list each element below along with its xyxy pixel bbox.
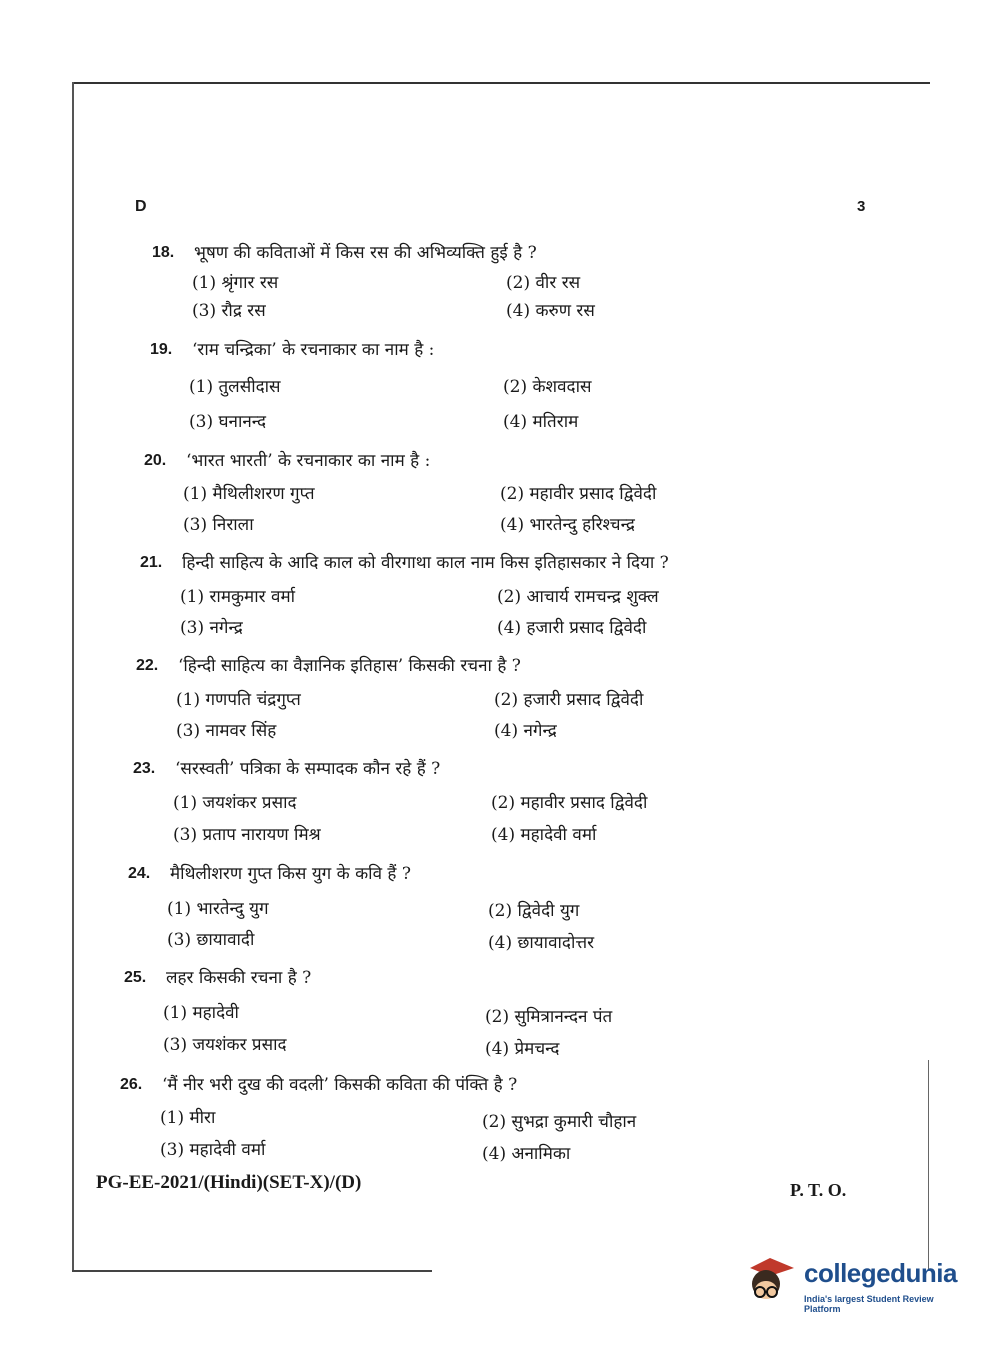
question-number: 24. — [128, 865, 151, 882]
question-text: ‘हिन्दी साहित्य का वैज्ञानिक इतिहास’ किसकी रचना है ? — [178, 656, 521, 676]
question-number: 25. — [124, 969, 147, 986]
watermark-tagline: India's largest Student Review Platform — [804, 1294, 934, 1314]
option-2: (2) द्विवेदी युग — [488, 901, 580, 921]
page-border-left — [72, 82, 74, 1272]
option-3: (3) नगेन्द्र — [180, 618, 243, 638]
question-text: भूषण की कविताओं में किस रस की अभिव्यक्ति हुई है ? — [194, 243, 537, 263]
option-1: (1) गणपति चंद्रगुप्त — [176, 690, 301, 710]
option-1: (1) महादेवी — [163, 1003, 239, 1023]
option-4: (4) नगेन्द्र — [494, 721, 557, 741]
watermark-name: collegedunia — [804, 1258, 957, 1288]
option-3: (3) प्रताप नारायण मिश्र — [173, 825, 321, 845]
question-number: 20. — [144, 452, 167, 469]
page-border-right — [928, 1060, 929, 1270]
option-4: (4) भारतेन्दु हरिश्चन्द्र — [500, 515, 635, 535]
option-1: (1) रामकुमार वर्मा — [180, 587, 296, 607]
mascot-icon — [740, 1250, 800, 1310]
option-2: (2) वीर रस — [506, 273, 581, 293]
option-2: (2) महावीर प्रसाद द्विवेदी — [491, 793, 648, 813]
paper-code: PG-EE-2021/(Hindi)(SET-X)/(D) — [96, 1172, 362, 1193]
option-2: (2) महावीर प्रसाद द्विवेदी — [500, 484, 657, 504]
question-number: 22. — [136, 657, 159, 674]
page-border-top — [72, 82, 930, 84]
option-3: (3) महादेवी वर्मा — [160, 1140, 266, 1160]
option-3: (3) निराला — [183, 515, 254, 535]
option-4: (4) करुण रस — [506, 301, 595, 321]
option-4: (4) मतिराम — [503, 412, 579, 432]
option-1: (1) मैथिलीशरण गुप्त — [183, 484, 315, 504]
option-1: (1) श्रृंगार रस — [192, 273, 279, 293]
pto-label: P. T. O. — [790, 1180, 847, 1200]
question-text: हिन्दी साहित्य के आदि काल को वीरगाथा काल नाम किस इतिहासकार ने दिया ? — [182, 553, 669, 573]
option-1: (1) मीरा — [160, 1108, 216, 1128]
option-3: (3) नामवर सिंह — [176, 721, 277, 741]
option-4: (4) प्रेमचन्द — [485, 1039, 560, 1059]
page-number: 3 — [857, 198, 866, 215]
option-2: (2) आचार्य रामचन्द्र शुक्ल — [497, 587, 659, 607]
option-4: (4) हजारी प्रसाद द्विवेदी — [497, 618, 647, 638]
question-text: ‘भारत भारती’ के रचनाकार का नाम है : — [186, 451, 431, 471]
question-text: ‘मैं नीर भरी दुख की वदली’ किसकी कविता की पंक्ति है ? — [162, 1075, 518, 1095]
option-2: (2) केशवदास — [503, 377, 592, 397]
option-2: (2) सुभद्रा कुमारी चौहान — [482, 1112, 637, 1132]
question-number: 23. — [133, 760, 156, 777]
option-3: (3) रौद्र रस — [192, 301, 266, 321]
option-4: (4) अनामिका — [482, 1144, 571, 1164]
question-text: लहर किसकी रचना है ? — [166, 968, 312, 988]
set-letter: D — [135, 198, 147, 215]
page-border-bottom — [72, 1270, 432, 1272]
option-4: (4) महादेवी वर्मा — [491, 825, 597, 845]
option-1: (1) भारतेन्दु युग — [167, 899, 269, 919]
option-3: (3) घनानन्द — [189, 412, 267, 432]
option-3: (3) जयशंकर प्रसाद — [163, 1035, 287, 1055]
option-3: (3) छायावादी — [167, 930, 255, 950]
option-4: (4) छायावादोत्तर — [488, 933, 595, 953]
question-text: मैथिलीशरण गुप्त किस युग के कवि हैं ? — [170, 864, 411, 884]
question-text: ‘सरस्वती’ पत्रिका के सम्पादक कौन रहे हैं ? — [175, 759, 441, 779]
question-number: 21. — [140, 554, 163, 571]
watermark-logo — [740, 1250, 970, 1314]
option-2: (2) सुमित्रानन्दन पंत — [485, 1007, 613, 1027]
question-number: 18. — [152, 244, 175, 261]
question-number: 26. — [120, 1076, 143, 1093]
option-2: (2) हजारी प्रसाद द्विवेदी — [494, 690, 644, 710]
question-number: 19. — [150, 341, 173, 358]
option-1: (1) तुलसीदास — [189, 377, 281, 397]
question-text: ‘राम चन्द्रिका’ के रचनाकार का नाम है : — [192, 340, 435, 360]
option-1: (1) जयशंकर प्रसाद — [173, 793, 297, 813]
